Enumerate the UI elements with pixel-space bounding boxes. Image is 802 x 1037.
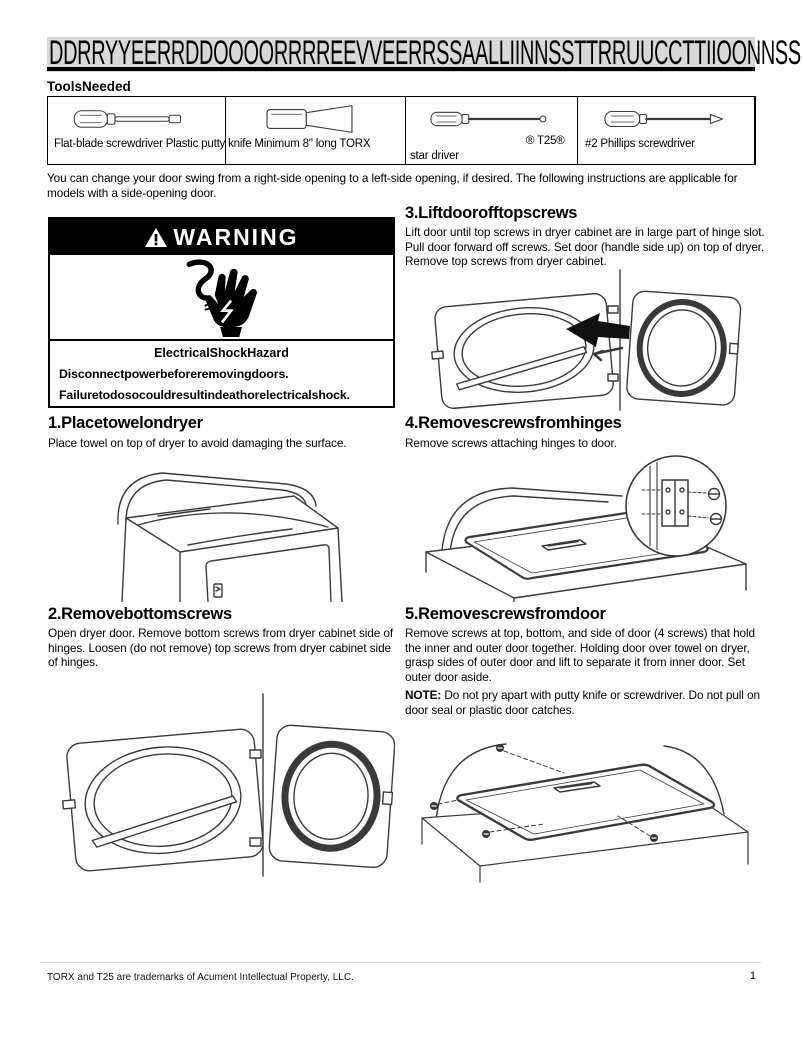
warning-hazard-title: ElectricalShockHazard — [154, 346, 289, 360]
tool-label-phillips: #2 Phillips screwdriver — [585, 138, 695, 150]
step-3-body: Lift door until top screws in dryer cabinet are in large part of hinge slot. Pull door forward off screws. Set door (handle side up) on top of dryer. Remove top screws from dryer cabinet. — [405, 225, 765, 269]
step-4-heading: 4.Removescrewsfromhinges — [405, 414, 622, 432]
warning-icon-area — [50, 255, 393, 339]
warning-triangle-icon — [144, 227, 168, 248]
warning-text-area — [50, 339, 393, 402]
warning-header-label: WARNING — [173, 223, 299, 250]
step-5-body-text: Remove screws at top, bottom, and side of door (4 screws) that hold the inner and outer door together. Holding door over towel on dryer, grasp sides of outer door and lift to separate it from inner door. Set outer door aside. — [405, 626, 755, 685]
page-number: 1 — [749, 970, 756, 982]
tool-cell-phillips — [578, 97, 756, 164]
remove-hinge-screws-illustration — [414, 450, 756, 602]
tool-label-overflow: Flat-blade screwdriver Plastic putty knife Minimum 8" long TORX — [54, 138, 371, 150]
tool-label-t25: ® T25® — [526, 135, 565, 147]
warning-line-2: Failuretodosocouldresultindeathorelectricalshock. — [59, 388, 350, 402]
step-4-body: Remove screws attaching hinges to door. — [405, 436, 617, 450]
flat-blade-screwdriver-icon — [72, 102, 200, 136]
page-title: DDRRYYEERRDDOOOORRRREEVVEERRSSAALLIINNSSTTRRUUCCTTIIOONNSS — [49, 34, 801, 72]
tools-table — [47, 96, 756, 165]
lift-door-off-screws-illustration — [424, 266, 746, 414]
putty-knife-icon — [256, 102, 374, 136]
step-5-body — [405, 626, 767, 717]
dryer-with-towel-illustration — [88, 452, 360, 602]
warning-box — [48, 217, 395, 408]
tool-cell-putty-knife — [226, 97, 406, 164]
note-text: Do not pry apart with putty knife or screwdriver. Do not pull on door seal or plastic door catches. — [405, 687, 760, 717]
warning-header — [50, 219, 393, 255]
intro-paragraph: You can change your door swing from a right-side opening to a left-side opening, if desired. The following instructions are applicable for models with a side-opening door. — [47, 171, 738, 201]
tools-needed-heading: ToolsNeeded — [47, 79, 131, 94]
warning-line-1: Disconnectpowerbeforeremovingdoors. — [59, 367, 289, 381]
footer-rule — [40, 962, 762, 963]
note-label: NOTE: — [405, 687, 442, 702]
step-5-heading: 5.Removescrewsfromdoor — [405, 605, 606, 623]
step-1-body: Place towel on top of dryer to avoid damaging the surface. — [48, 436, 347, 450]
step-2-heading: 2.Removebottomscrews — [48, 605, 232, 623]
step-1-heading: 1.Placetowelondryer — [48, 414, 203, 432]
electrical-shock-icon — [172, 257, 272, 337]
step-3-heading: 3.Liftdoorofftopscrews — [405, 204, 578, 222]
open-door-illustration — [55, 688, 395, 880]
footer-trademark-note: TORX and T25 are trademarks of Acument Intellectual Property, LLC. — [47, 972, 354, 983]
step-2-body: Open dryer door. Remove bottom screws from dryer cabinet side of hinges. Loosen (do not remove) top screws from dryer cabinet side of hinges. — [48, 626, 394, 670]
tool-label-star-driver: star driver — [410, 150, 459, 162]
remove-door-screws-illustration — [414, 712, 756, 884]
torx-driver-icon — [428, 102, 554, 136]
phillips-screwdriver-icon — [602, 102, 730, 136]
page-title-bar — [47, 34, 801, 72]
tool-cell-flat-blade — [48, 97, 226, 164]
